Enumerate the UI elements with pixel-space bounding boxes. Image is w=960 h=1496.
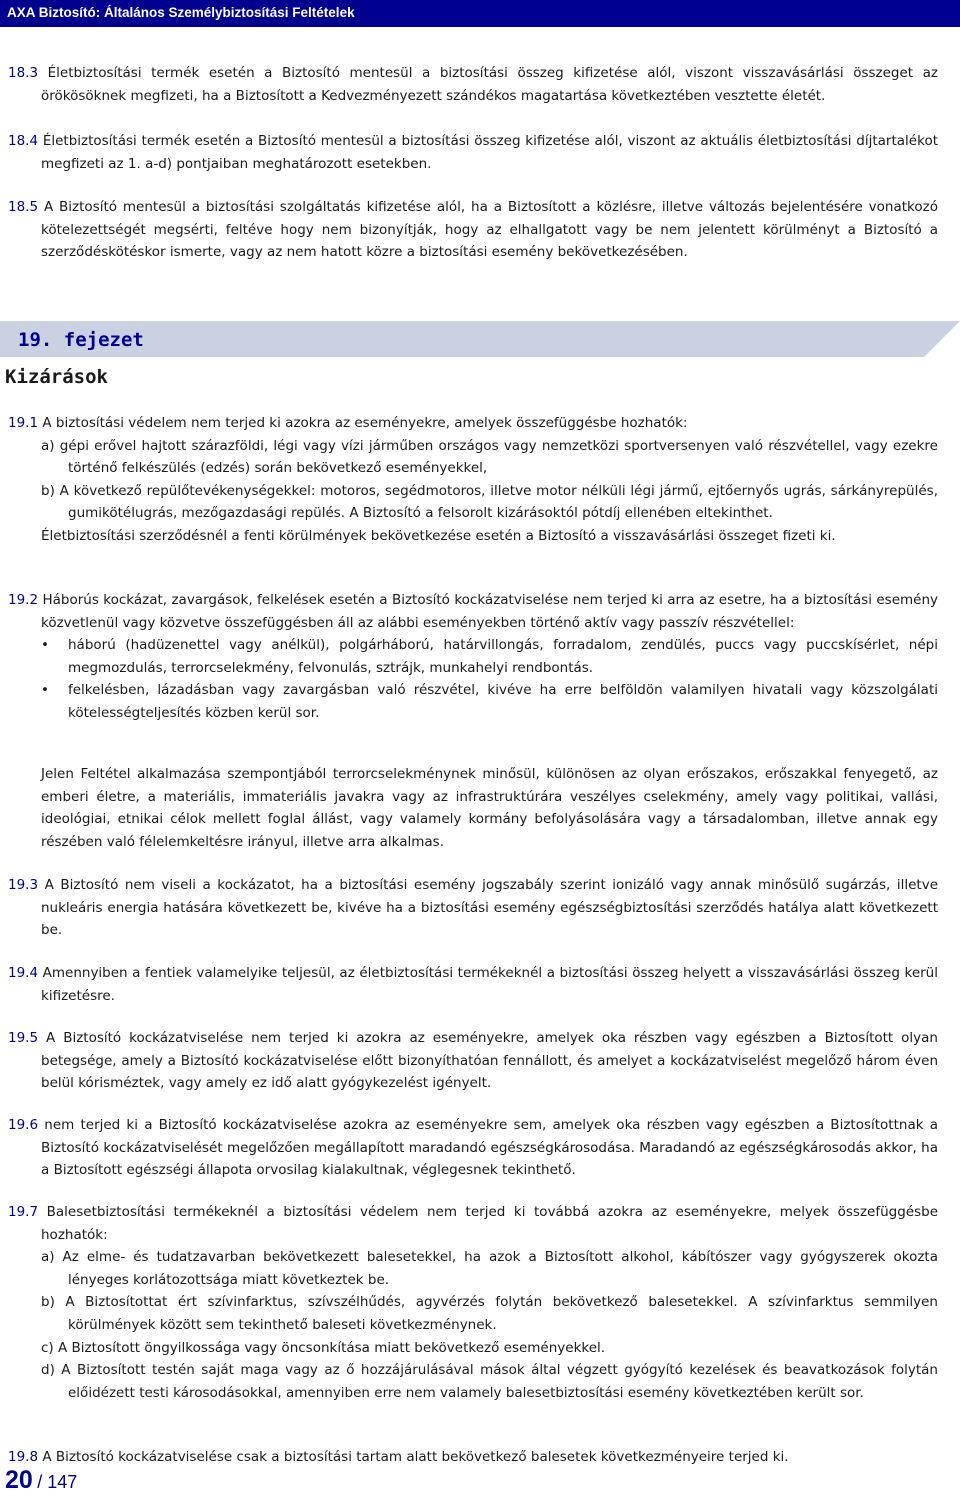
paragraph-text: Balesetbiztosítási termékeknél a biztosítási védelem nem terjed ki továbbá azokra az eseményekre, melyek összefüggésbe hozhatók: (41, 1204, 939, 1243)
paragraph-18-4 (8, 130, 938, 175)
paragraph-text: Háborús kockázat, zavargások, felkelések esetén a Biztosító kockázatviselése nem terjed ki arra az esetre, ha a biztosítási esemény közvetlenül vagy közvetve összefüggésben áll az alábbi eseményekben történő aktív vagy passzív részvétellel: (41, 592, 938, 631)
chapter-banner-shape (0, 321, 960, 357)
paragraph-text: A Biztosító nem viseli a kockázatot, ha a biztosítási esemény jogszabály szerint ionizáló vagy annak minősülő sugárzás, illetve nukleáris energia hatására következett be, kivéve ha a biztosítási esemény egészségbiztosítási szerződés hatálya alatt következett be. (41, 877, 938, 939)
paragraph-19-8 (8, 1446, 938, 1469)
paragraph-text: A biztosítási védelem nem terjed ki azokra az eseményekre, amelyek összefüggésbe hozhatók: (42, 415, 688, 431)
list-item-b: b) A következő repülőtevékenységekkel: motoros, segédmotoros, illetve motor nélküli légi jármű, ejtőernyős ugrás, sárkányrepülés, gumikötélugrás, mezőgazdasági repülés. A Biztosító a felsorolt kizárásoktól pótdíj ellenében eltekinthet. (41, 482, 938, 522)
page-total: / 147 (37, 1472, 78, 1492)
page-number: 20 (5, 1466, 33, 1494)
paragraph-text: Életbiztosítási termék esetén a Biztosító mentesül a biztosítási összeg kifizetése alól, viszont visszavásárlási összeget az örökösöknek megfizeti, ha a Biztosított a Kedvezményezett szándékos magatartása következtében vesztette életét. (41, 65, 939, 104)
header-bar (0, 0, 960, 27)
paragraph-19-7 (8, 1201, 938, 1404)
paragraph-note: Életbiztosítási szerződésnél a fenti körülmények bekövetkezése esetén a Biztosító a visszavásárlási összeget fizeti ki. (41, 527, 836, 544)
paragraph-number: 19.5 (8, 1030, 39, 1046)
bullet-text: felkelésben, lázadásban vagy zavargásban való részvétel, kivéve ha erre belföldön valamilyen hivatali vagy közszolgálati kötelességteljesítés közben kerül sor. (68, 682, 938, 721)
paragraph-18-5 (8, 196, 938, 264)
paragraph-18-3 (8, 62, 938, 107)
bullet-icon: • (41, 682, 49, 699)
paragraph-text: A Biztosító mentesül a biztosítási szolgáltatás kifizetése alól, ha a Biztosított a közlésre, illetve változás bejelentésére vonatkozó kötelezettségét megsérti, feltéve hogy nem bizonyítják, hogy az elhallgatott vagy be nem jelentett körülményt a Biztosító a szerződéskötéskor ismerte, vagy az nem hatott közre a biztosítási esemény bekövetkezésében. (41, 199, 938, 261)
paragraph-text: A Biztosító kockázatviselése nem terjed ki azokra az eseményekre, amelyek oka részben vagy egészben a Biztosított olyan betegsége, amely a Biztosító kockázatviselése előtt bizonyíthatóan fennállott, és amelyet a kockázatviselést megelőző három éven belül kórisméztek, vagy amely ez idő alatt gyógykezelést igényelt. (41, 1030, 938, 1092)
paragraph-number: 18.4 (8, 133, 39, 149)
list-item-a: a) Az elme- és tudatzavarban bekövetkezett balesetekkel, ha azok a Biztosított alkohol, kábítószer vagy gyógyszerek okozta lényeges korlátozottsága miatt következtek be. (41, 1249, 938, 1288)
list-item-c: c) A Biztosított öngyilkossága vagy öncsonkítása miatt bekövetkező eseményekkel. (41, 1339, 606, 1356)
paragraph-number: 19.1 (8, 415, 39, 431)
paragraph-text: nem terjed ki a Biztosító kockázatviselése azokra az eseményekre sem, amelyek oka részben vagy egészben a Biztosítottnak a Biztosító kockázatviselését megelőzően megállapított maradandó egészségkárosodása. Maradandó az egészségkárosodás akkor, ha a Biztosított egészségi állapota orvosilag kialakultnak, véglegesnek tekinthető. (41, 1117, 938, 1179)
bullet-item (8, 679, 938, 724)
document-title: AXA Biztosító: Általános Személybiztosítási Feltételek (7, 5, 355, 20)
paragraph-number: 19.2 (8, 592, 39, 608)
chapter-banner (0, 321, 960, 357)
paragraph-number: 18.5 (8, 199, 39, 215)
paragraph-text: A Biztosító kockázatviselése csak a biztosítási tartam alatt bekövetkező balesetek következményeire terjed ki. (42, 1449, 789, 1465)
paragraph-number: 18.3 (8, 65, 39, 81)
chapter-label: 19. fejezet (18, 329, 144, 351)
paragraph-19-4 (8, 962, 938, 1007)
paragraph-number: 19.6 (8, 1117, 39, 1133)
list-item-d: d) A Biztosított testén saját maga vagy az ő hozzájárulásával mások által végzett gyógyító kezelések és beavatkozások folytán előidézett testi károsodásokkal, amennyiben erre nem valamely balesetbiztosítási esemény következtében került sor. (41, 1362, 938, 1401)
bullet-text: háború (hadüzenettel vagy anélkül), polgárháború, határvillongás, forradalom, zendülés, puccs vagy puccskísérlet, népi megmozdulás, terrorcselekmény, felvonulás, sztrájk, munkahelyi rendbontás. (68, 637, 938, 676)
paragraph-text: Amennyiben a fentiek valamelyike teljesül, az életbiztosítási termékeknél a biztosítási összeg helyett a visszavásárlási összeg kerül kifizetésre. (41, 965, 938, 1004)
paragraph-text: Életbiztosítási termék esetén a Biztosító mentesül a biztosítási összeg kifizetése alól, viszont az aktuális életbiztosítási díjtartalékot megfizeti az 1. a-d) pontjaiban meghatározott esetekben. (41, 133, 938, 172)
bullet-icon: • (41, 637, 49, 654)
paragraph-19-5 (8, 1027, 938, 1095)
paragraph-19-1 (8, 412, 938, 548)
paragraph-number: 19.7 (8, 1204, 39, 1220)
paragraph-number: 19.4 (8, 965, 39, 981)
paragraph-number: 19.8 (8, 1449, 39, 1465)
paragraph-19-6 (8, 1114, 938, 1182)
paragraph-19-2 (8, 589, 938, 725)
paragraph-19-3 (8, 874, 938, 942)
paragraph-intro (8, 589, 938, 634)
section-title: Kizárások (5, 366, 108, 388)
paragraph-intro (8, 412, 938, 435)
page-footer (5, 1466, 77, 1495)
list-item-b: b) A Biztosítottat ért szívinfarktus, szívszélhűdés, agyvérzés folytán bekövetkező balesetekkel. A szívinfarktus semmilyen körülmények között sem tekinthető baleseti következménynek. (41, 1294, 938, 1333)
list-item-a: a) gépi erővel hajtott szárazföldi, légi vagy vízi járműben országos vagy nemzetközi sportversenyen való részvétellel, vagy ezekre történő felkészülés (edzés) során bekövetkező eseményekkel, (41, 437, 938, 477)
paragraph-terror-definition: Jelen Feltétel alkalmazása szempontjából terrorcselekménynek minősül, különösen az olyan erőszakos, erőszakkal fenyegető, az emberi életre, a materiális, immateriális javakra vagy az infrastruktúrára veszélyes cselekmény, amely vagy politikai, vallási, ideológiai, etnikai célok mellett foglal állást, vagy valamely kormány befolyásolására vagy a társadalomban, illetve annak egy részében való félelemkeltésre irányul, illetve arra alkalmas. (41, 766, 938, 850)
paragraph-intro (8, 1201, 938, 1246)
bullet-item (8, 634, 938, 679)
paragraph-number: 19.3 (8, 877, 39, 893)
